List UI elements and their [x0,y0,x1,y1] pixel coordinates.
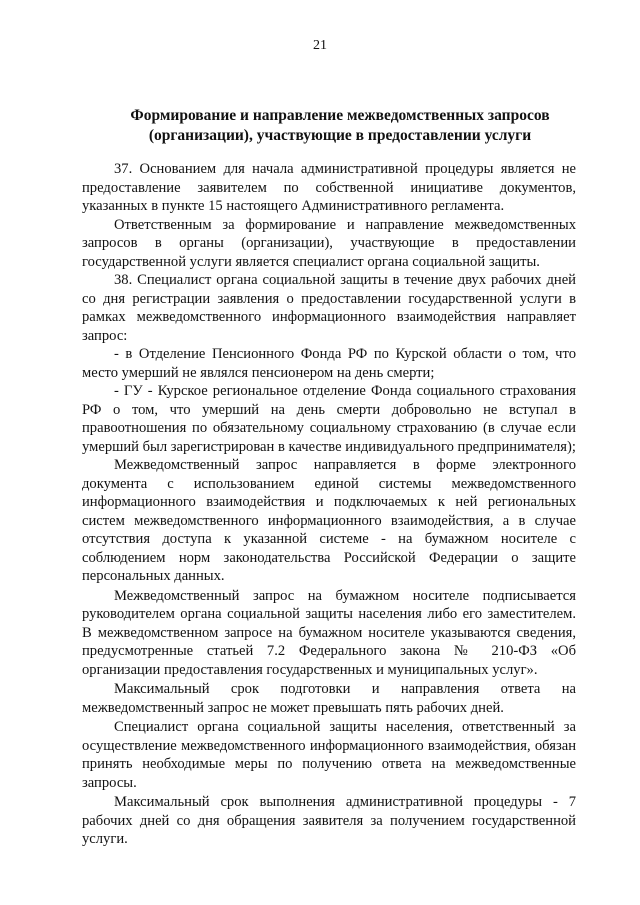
paragraph-max-response-time: Максимальный срок подготовки и направления ответа на межведомственный запрос не может превышать пять рабочих дней. [82,681,576,716]
document-body [82,160,576,849]
section-title: Формирование и направление межведомственных запросов (организации), участвующие в предоставлении услуги [130,107,550,144]
paragraph-38: 38. Специалист органа социальной защиты в течение двух рабочих дней со дня регистрации заявления о предоставлении государственной услуги в рамках межведомственного информационного взаимодействия направляет запрос: [82,272,576,344]
list-item-pension-fund: - в Отделение Пенсионного Фонда РФ по Курской области о том, что место умерший не являлся пенсионером на день смерти; [82,346,576,381]
paragraph-responsible: Ответственным за формирование и направление межведомственных запросов в органы (организации), участвующие в предоставлении государственной услуги является специалист органа социальной защиты. [82,216,576,270]
paragraph-specialist-obligation: Специалист органа социальной защиты населения, ответственный за осуществление межведомственного информационного взаимодействия, обязан принять необходимые меры по получению ответа на межведомственные запросы. [82,719,576,791]
page-number: 21 [313,38,327,53]
paragraph-electronic-request: Межведомственный запрос направляется в форме электронного документа с использованием единой системы межведомственного информационного взаимодействия и подключаемых к ней региональных систем межведомственного информационного взаимодействия, а в случае отсутствия доступа к указанной системе - на бумажном носителе с соблюдением норм законодательства Российской Федерации о защите персональных данных. [82,457,576,584]
paragraph-paper-request: Межведомственный запрос на бумажном носителе подписывается руководителем органа социальной защиты населения либо его заместителем. В межведомственном запросе на бумажном носителе указываются сведения, предусмотренные статьей 7.2 Федерального закона № 210-ФЗ «Об организации предоставления государственных и муниципальных услуг». [82,587,576,678]
paragraph-37: 37. Основанием для начала административной процедуры является не предоставление заявителем по собственной инициативе документов, указанных в пункте 15 настоящего Административного регламента. [82,161,576,214]
paragraph-max-procedure-time: Максимальный срок выполнения административной процедуры - 7 рабочих дней со дня обращения заявителя за получением государственной услуги. [82,794,576,847]
list-item-social-insurance: - ГУ - Курское региональное отделение Фонда социального страхования РФ о том, что умерший на день смерти добровольно не вступал в правоотношения по обязательному социальному страхованию (в случае если умерший был зарегистрирован в качестве индивидуального предпринимателя); [82,383,576,455]
